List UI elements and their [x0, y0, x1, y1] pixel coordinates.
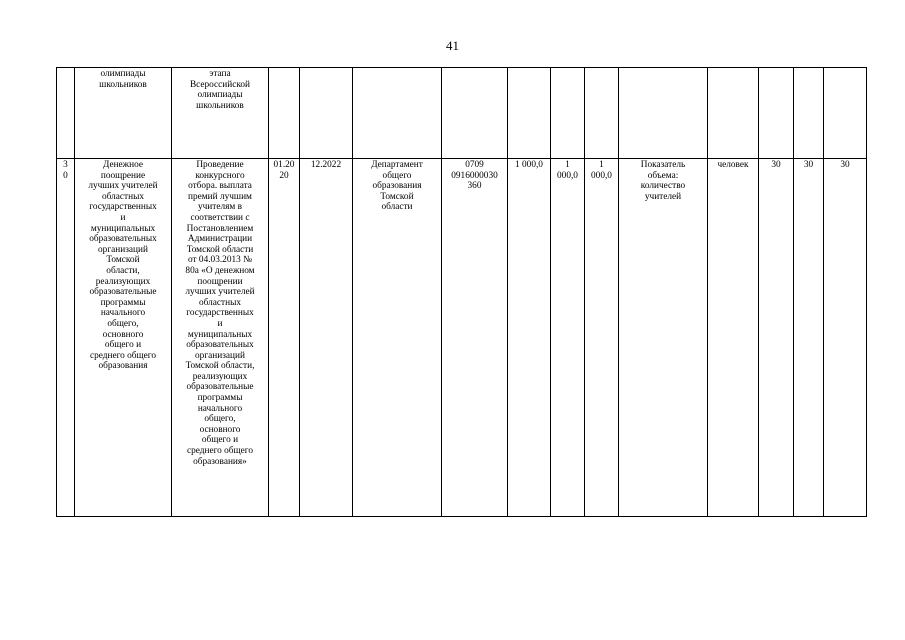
cell-activity-description: этапа Всероссийской олимпиады школьников	[172, 68, 269, 159]
table-row-continuation	[57, 68, 867, 159]
cell-indicator: Показатель объема: количество учителей	[619, 159, 708, 517]
cell-value-3: 30	[824, 159, 867, 517]
cell-amount-1	[508, 68, 551, 159]
cell-end-date	[300, 68, 353, 159]
cell-value-2: 30	[794, 159, 824, 517]
cell-amount-3: 1 000,0	[585, 159, 619, 517]
cell-value-1	[759, 68, 794, 159]
cell-unit	[708, 68, 759, 159]
cell-budget-code	[442, 68, 508, 159]
cell-amount-3	[585, 68, 619, 159]
cell-amount-2: 1 000,0	[551, 159, 585, 517]
cell-start-date: 01.20 20	[269, 159, 300, 517]
cell-activity-description: Проведение конкурсного отбора. выплата премий лучшим учителям в соответствии с Постановлением Администрации Томской области от 04.03.2013 № 80а «О денежном поощрении лучших учителей областных государственных и муниципальных образовательных организаций Томской области, реализующих образовательные программы начального общего, основного общего и среднего общего образования»	[172, 159, 269, 517]
table-row-30	[57, 159, 867, 517]
cell-unit: человек	[708, 159, 759, 517]
cell-executor: Департамент общего образования Томской области	[353, 159, 442, 517]
cell-number: 3 0	[57, 159, 75, 517]
program-activities-table	[56, 67, 867, 517]
cell-start-date	[269, 68, 300, 159]
page-number: 41	[446, 38, 459, 53]
cell-amount-2	[551, 68, 585, 159]
cell-indicator	[619, 68, 708, 159]
cell-value-1: 30	[759, 159, 794, 517]
cell-end-date: 12.2022	[300, 159, 353, 517]
cell-value-3	[824, 68, 867, 159]
cell-budget-code: 0709 0916000030 360	[442, 159, 508, 517]
cell-number	[57, 68, 75, 159]
cell-value-2	[794, 68, 824, 159]
cell-activity-name: Денежное поощрение лучших учителей областных государственных и муниципальных образовательных организаций Томской области, реализующих образовательные программы начального общего, основного общего и среднего общего образования	[75, 159, 172, 517]
cell-amount-1: 1 000,0	[508, 159, 551, 517]
cell-executor	[353, 68, 442, 159]
cell-activity-name: олимпиады школьников	[75, 68, 172, 159]
